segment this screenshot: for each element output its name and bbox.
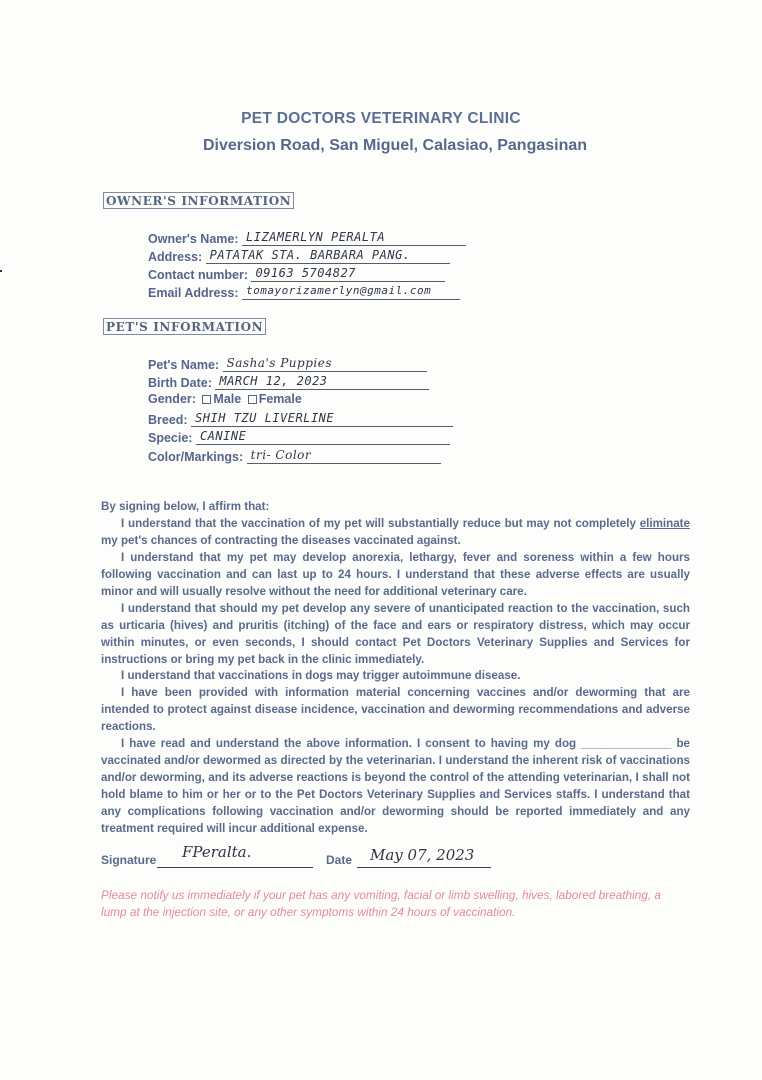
consent-p1-underlined: eliminate	[639, 517, 690, 530]
gender-male-label: Male	[213, 392, 242, 406]
consent-paragraph-3	[101, 601, 690, 669]
date-line	[357, 866, 491, 868]
pet-birth-field	[148, 373, 429, 391]
consent-paragraph-2	[101, 550, 690, 601]
owner-email-field	[148, 283, 460, 301]
gender-female-checkbox[interactable]	[248, 395, 257, 404]
owner-address-field	[148, 247, 450, 265]
consent-paragraph-4	[101, 668, 690, 685]
consent-p2-text: I understand that my pet may develop anorexia, lethargy, fever and soreness within a few hours following vaccination and can last up to 24 hours. I understand that these adverse effects are usually minor and will usually resolve without the need for additional veterinary care.	[101, 551, 690, 598]
pet-name-field	[148, 355, 427, 373]
owner-email-value[interactable]: tomayorizamerlyn@gmail.com	[242, 283, 460, 300]
pet-name-value[interactable]: Sasha's Puppies	[223, 355, 427, 372]
pet-breed-label: Breed:	[148, 413, 188, 427]
owner-section-title: OWNER'S INFORMATION	[103, 192, 294, 209]
pet-section-title: PET'S INFORMATION	[103, 318, 266, 335]
owner-contact-field	[148, 265, 445, 283]
date-value[interactable]: May 07, 2023	[370, 846, 475, 864]
consent-intro: By signing below, I affirm that:	[101, 500, 270, 513]
gender-male-checkbox[interactable]	[202, 395, 211, 404]
owner-address-value[interactable]: PATATAK STA. BARBARA PANG.	[206, 247, 450, 264]
consent-p6-text: I have read and understand the above information. I consent to having my dog ______________ be vaccinated and/or dewormed as directed by the veterinarian. I understand the inherent risk of vaccinations and/or deworming, and its adverse reactions is beyond the control of the attending veterinarian, I shall not hold blame to him or her or to the Pet Doctors Veterinary Supplies and Services staffs. I understand that any complications following vaccination and/or deworming should be reported immediately and any treatment required will incur additional expense.	[101, 737, 690, 835]
date-label: Date	[326, 853, 353, 867]
pet-breed-value[interactable]: SHIH TZU LIVERLINE	[191, 410, 453, 427]
owner-name-value[interactable]: LIZAMERLYN PERALTA	[242, 229, 466, 246]
pet-birth-value[interactable]: MARCH 12, 2023	[215, 373, 429, 390]
owner-name-field	[148, 229, 466, 247]
consent-p1-start: I understand that the vaccination of my pet will substantially reduce but may not completely	[121, 517, 636, 530]
signature-label: Signature	[101, 853, 157, 867]
clinic-name: PET DOCTORS VETERINARY CLINIC	[241, 110, 521, 127]
pet-gender-label: Gender:	[148, 392, 196, 406]
consent-p5-text: I have been provided with information material concerning vaccines and/or deworming that are intended to protect against disease incidence, vaccination and deworming recommendations and adverse reactions.	[101, 686, 690, 733]
signature-line	[157, 866, 313, 868]
owner-contact-value[interactable]: 09163 5704827	[251, 265, 445, 282]
consent-paragraph-1	[101, 516, 690, 550]
notice-text: Please notify us immediately if your pet has any vomiting, facial or limb swelling, hives, labored breathing, a lump at the injection site, or any other symptoms within 24 hours of vaccination.	[101, 888, 661, 919]
signature-value[interactable]: FPeralta.	[182, 843, 252, 861]
gender-female-label: Female	[258, 392, 302, 406]
pet-specie-label: Specie:	[148, 431, 193, 445]
scan-speck	[0, 270, 2, 272]
pet-breed-field	[148, 410, 453, 428]
owner-address-label: Address:	[148, 250, 203, 264]
owner-contact-label: Contact number:	[148, 268, 248, 282]
consent-p1-end: my pet's chances of contracting the diseases vaccinated against.	[101, 533, 461, 547]
pet-name-label: Pet's Name:	[148, 358, 220, 372]
pet-specie-value[interactable]: CANINE	[196, 428, 450, 445]
pet-specie-field	[148, 428, 450, 446]
consent-paragraph-5	[101, 685, 690, 736]
pet-color-label: Color/Markings:	[148, 450, 244, 464]
owner-name-label: Owner's Name:	[148, 232, 239, 246]
pet-birth-label: Birth Date:	[148, 376, 212, 390]
consent-paragraph-6	[101, 736, 690, 837]
owner-email-label: Email Address:	[148, 286, 239, 300]
consent-p3-text: I understand that should my pet develop any severe of unanticipated reaction to the vaccination, such as urticaria (hives) and pruritis (itching) of the face and ears or respiratory distress, which may occur within minutes, or even seconds, I should contact Pet Doctors Veterinary Supplies and Services for instructions or bring my pet back in the clinic immediately.	[101, 602, 690, 666]
pet-gender-field	[148, 392, 302, 410]
pet-color-field	[148, 447, 441, 465]
consent-p4-text: I understand that vaccinations in dogs may trigger autoimmune disease.	[121, 669, 521, 682]
clinic-address: Diversion Road, San Miguel, Calasiao, Pangasinan	[202, 137, 588, 154]
pet-color-value[interactable]: tri- Color	[247, 447, 441, 464]
